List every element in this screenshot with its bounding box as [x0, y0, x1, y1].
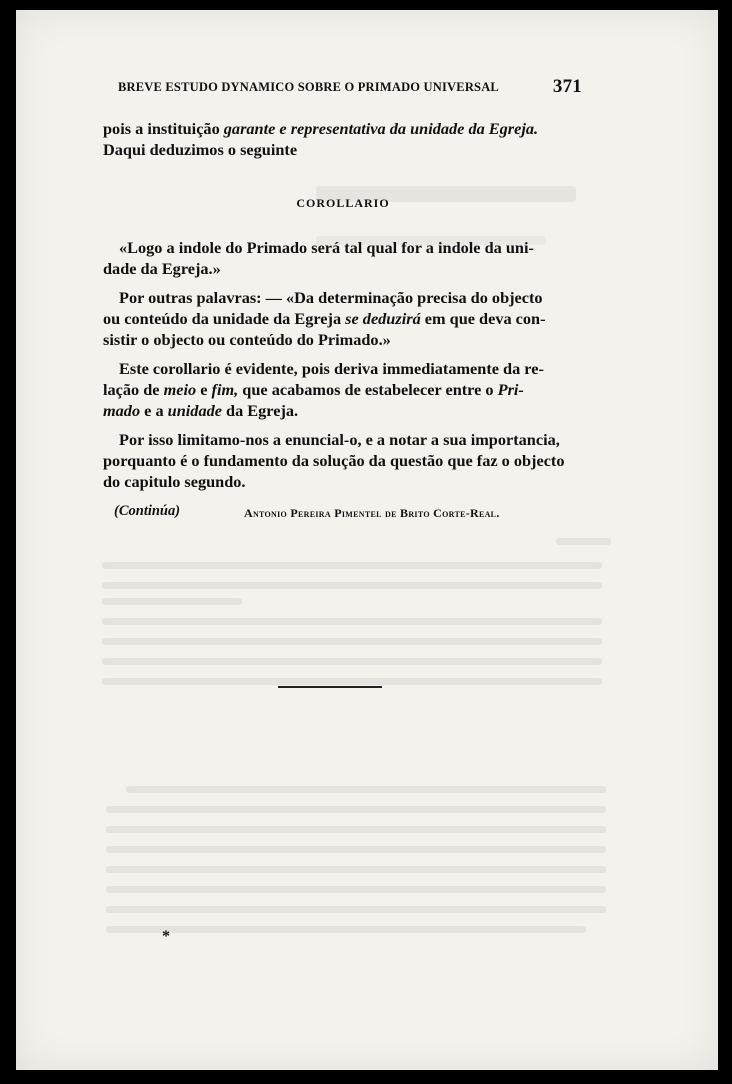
paragraph-3-line-1: Este corollario é evidente, pois deriva immediatamente da re-: [119, 359, 544, 378]
paragraph-4-line-1: Por isso limitamo-nos a enuncial-o, e a notar a sua importancia,: [119, 430, 560, 449]
paragraph-2-line-3: sistir o objecto ou conteúdo do Primado.»: [103, 330, 391, 349]
paragraph-2-line-1: Por outras palavras: — «Da determinação precisa do objecto: [119, 288, 543, 307]
emphasis: garante e representativa da unidade da Egreja.: [223, 119, 539, 138]
paragraph-1-line-1: «Logo a indole do Primado será tal qual for a indole da uni-: [119, 238, 534, 257]
author-signature: Antonio Pereira Pimentel de Brito Corte-Real.: [244, 506, 500, 520]
running-head-title: BREVE ESTUDO DYNAMICO SOBRE O PRIMADO UNIVERSAL: [118, 80, 499, 94]
continued-note: (Continúa): [114, 503, 181, 519]
paragraph-2-line-2: ou conteúdo da unidade da Egreja se deduzirá em que deva con-: [103, 309, 546, 328]
section-rule: [278, 686, 382, 688]
section-heading: COROLLARIO: [296, 196, 390, 210]
running-head: [104, 76, 582, 98]
paragraph-4-line-3: do capitulo segundo.: [103, 472, 246, 491]
text-line-2: Daqui deduzimos o seguinte: [103, 140, 298, 159]
bleed-through-text: [16, 10, 718, 1070]
paragraph-4-line-2: porquanto é o fundamento da solução da questão que faz o objecto: [103, 451, 565, 470]
text-line-1: pois a instituição garante e representativa da unidade da Egreja.: [103, 119, 539, 138]
paragraph-3-line-3: mado e a unidade da Egreja.: [103, 401, 299, 420]
page-number: 371: [552, 76, 582, 97]
asterisk-mark: *: [162, 928, 170, 945]
scanned-page: [16, 10, 718, 1070]
paragraph-3-line-2: lação de meio e fim, que acabamos de estabelecer entre o Pri-: [103, 380, 524, 399]
paragraph-1-line-2: dade da Egreja.»: [103, 259, 221, 278]
